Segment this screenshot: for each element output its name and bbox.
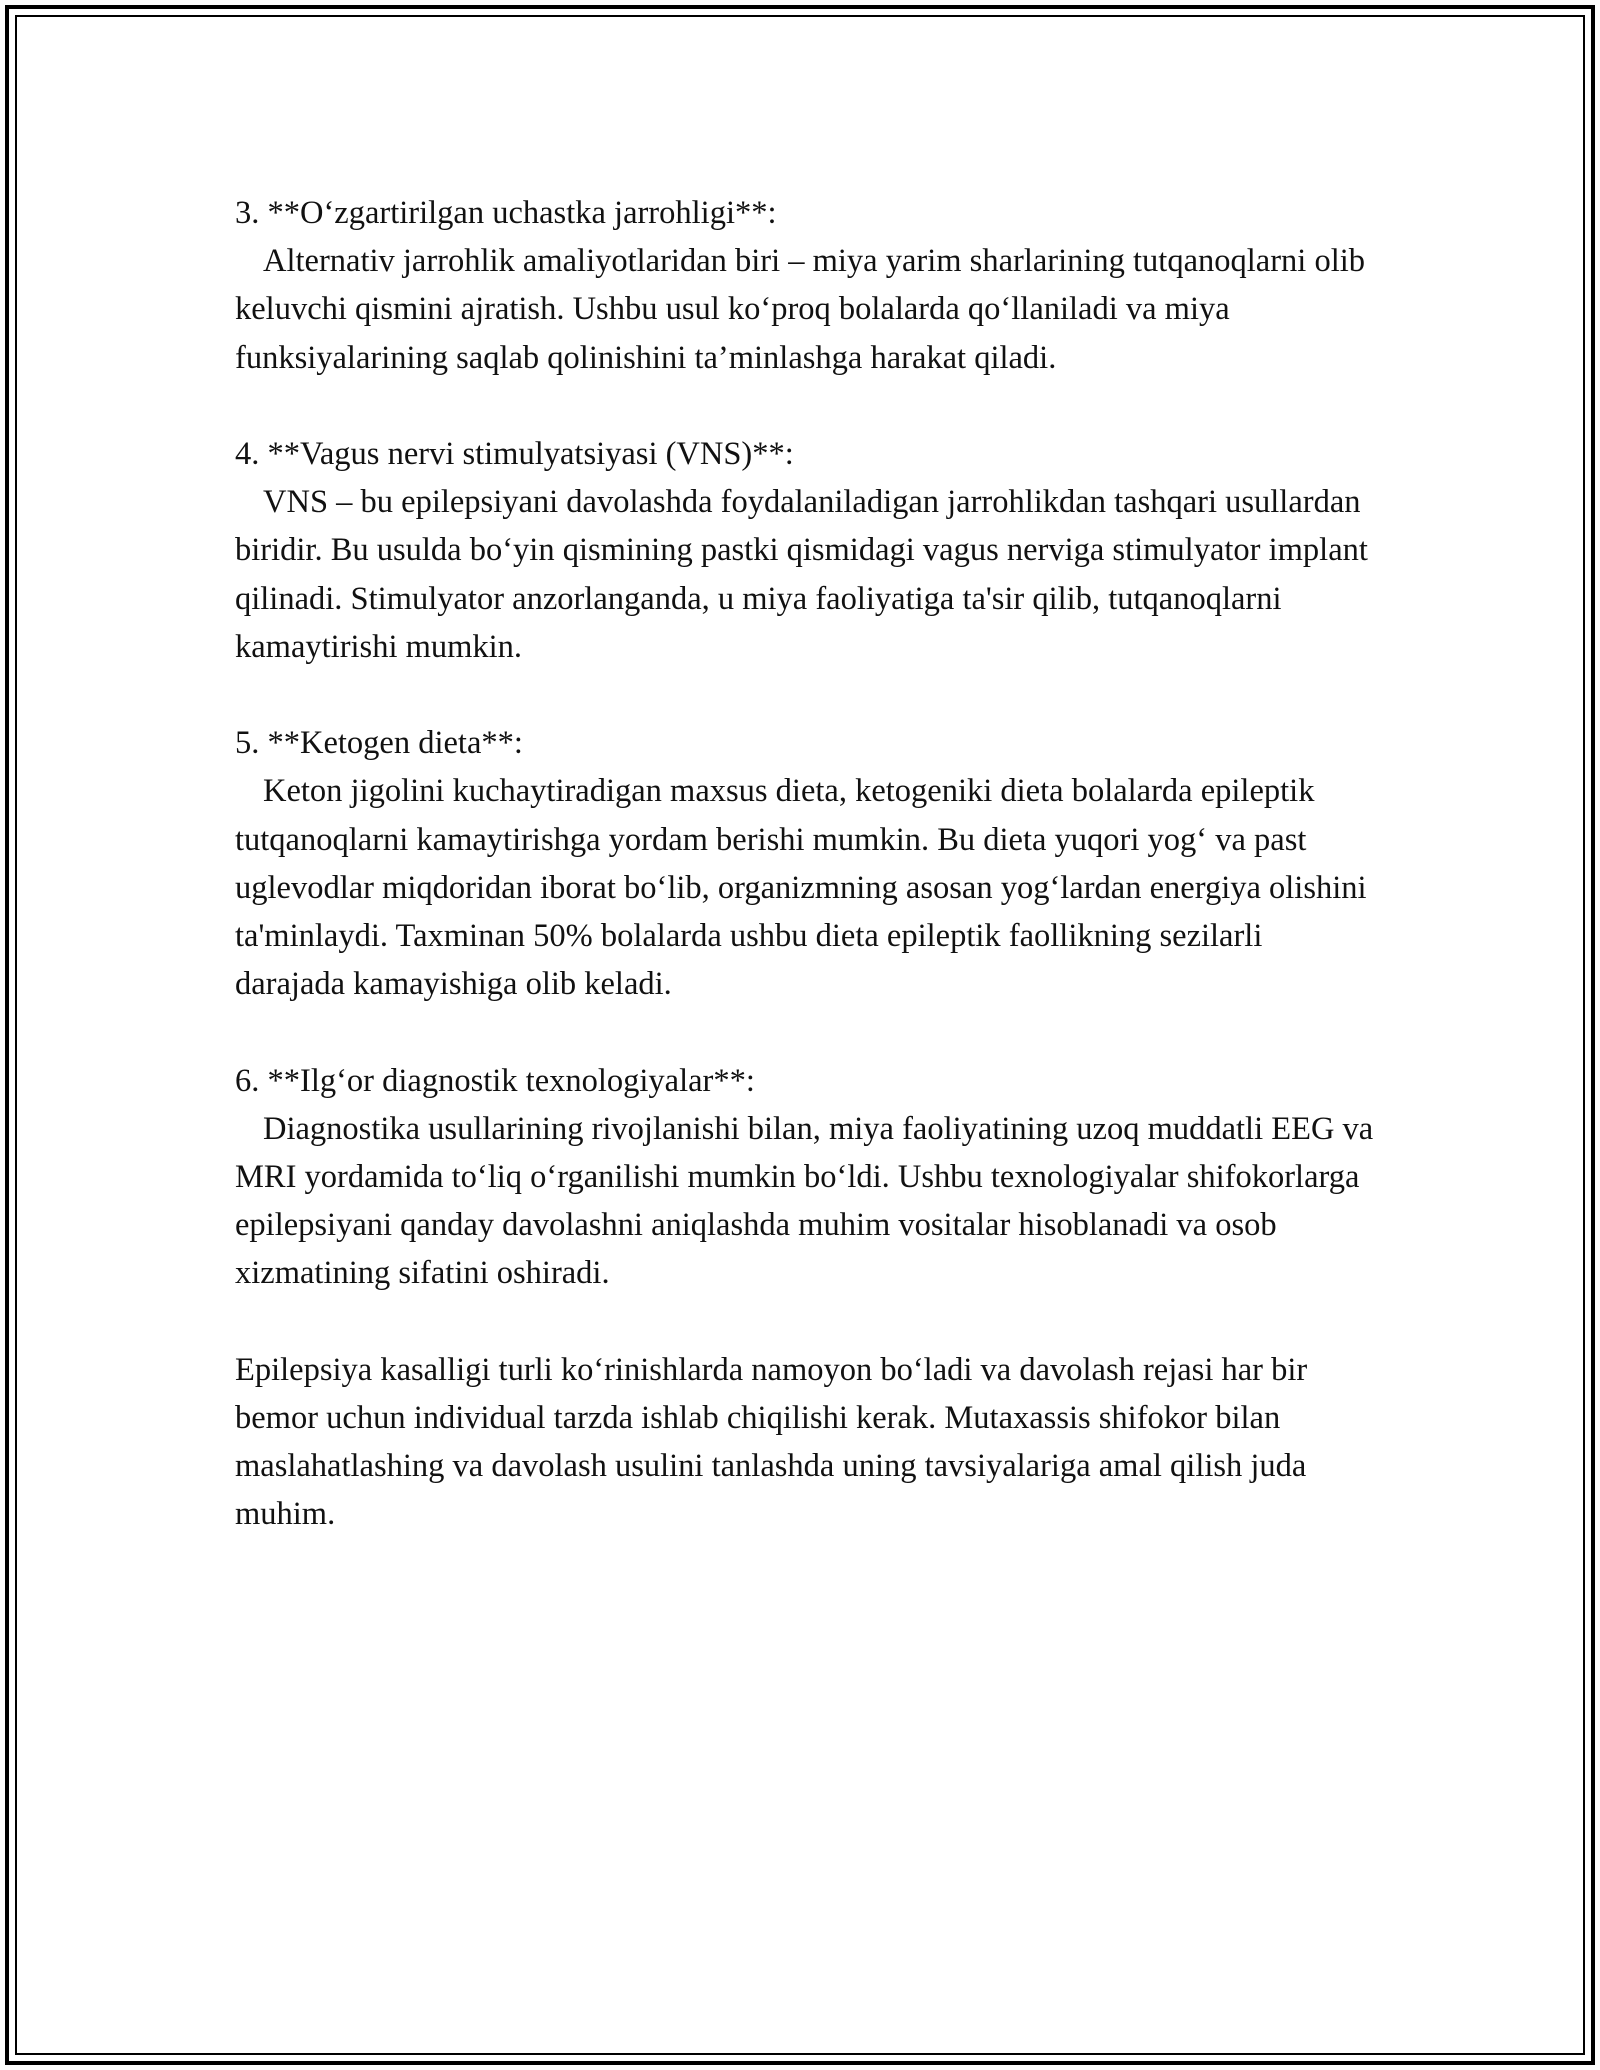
conclusion-text: Epilepsiya kasalligi turli ko‘rinishlarda namoyon bo‘ladi va davolash rejasi har bir bemor uchun individual tarzda ishlab chiqilishi kerak. Mutaxassis shifokor bilan maslahatlashing va davolash usulini tanlashda uning tavsiyalariga amal qilish juda muhim. [235,1351,1308,1533]
section-diagnostics [235,1057,1375,1298]
section-heading: 5. **Ketogen dieta**: [235,725,523,762]
section-surgery [235,189,1375,382]
section-vns [235,430,1375,671]
conclusion-paragraph [235,1346,1375,1539]
section-heading: 3. **O‘zgartirilgan uchastka jarrohligi**: [235,195,777,231]
section-body: VNS – bu epilepsiyani davolashda foydalaniladigan jarrohlikdan tashqari usullardan biridir. Bu usulda bo‘yin qismining pastki qismidagi vagus nerviga stimulyator implant qilinadi. Stimulyator anzorlanganda, u miya faoliyatiga ta'sir qilib, tutqanoqlarni kamaytirishi mumkin. [235,484,1368,665]
section-body: Alternativ jarrohlik amaliyotlaridan biri – miya yarim sharlarining tutqanoqlarni olib keluvchi qismini ajratish. Ushbu usul ko‘proq bolalarda qo‘llaniladi va miya funksiyalarining saqlab qolinishini ta’minlashga harakat qiladi. [235,243,1366,376]
section-body: Diagnostika usullarining rivojlanishi bilan, miya faoliyatining uzoq muddatli EEG va MRI yordamida to‘liq o‘rganilishi mumkin bo‘ldi. Ushbu texnologiyalar shifokorlarga epilepsiyani qanday davolashni aniqlashda muhim vositalar hisoblanadi va osob xizmatining sifatini oshiradi. [235,1110,1374,1292]
section-ketogenic-diet [235,719,1375,1008]
section-body: Keton jigolini kuchaytiradigan maxsus dieta, ketogeniki dieta bolalarda epileptik tutqanoqlarni kamaytirishga yordam berishi mumkin. Bu dieta yuqori yog‘ va past uglevodlar miqdoridan iborat bo‘lib, organizmning asosan yog‘lardan energiya olishini ta'minlaydi. Taxminan 50% bolalarda ushbu dieta epileptik faollikning sezilarli darajada kamayishiga olib keladi. [235,773,1367,1003]
section-heading: 4. **Vagus nervi stimulyatsiyasi (VNS)**: [235,436,794,472]
document-body [235,189,1375,1539]
section-heading: 6. **Ilg‘or diagnostik texnologiyalar**: [235,1062,755,1099]
